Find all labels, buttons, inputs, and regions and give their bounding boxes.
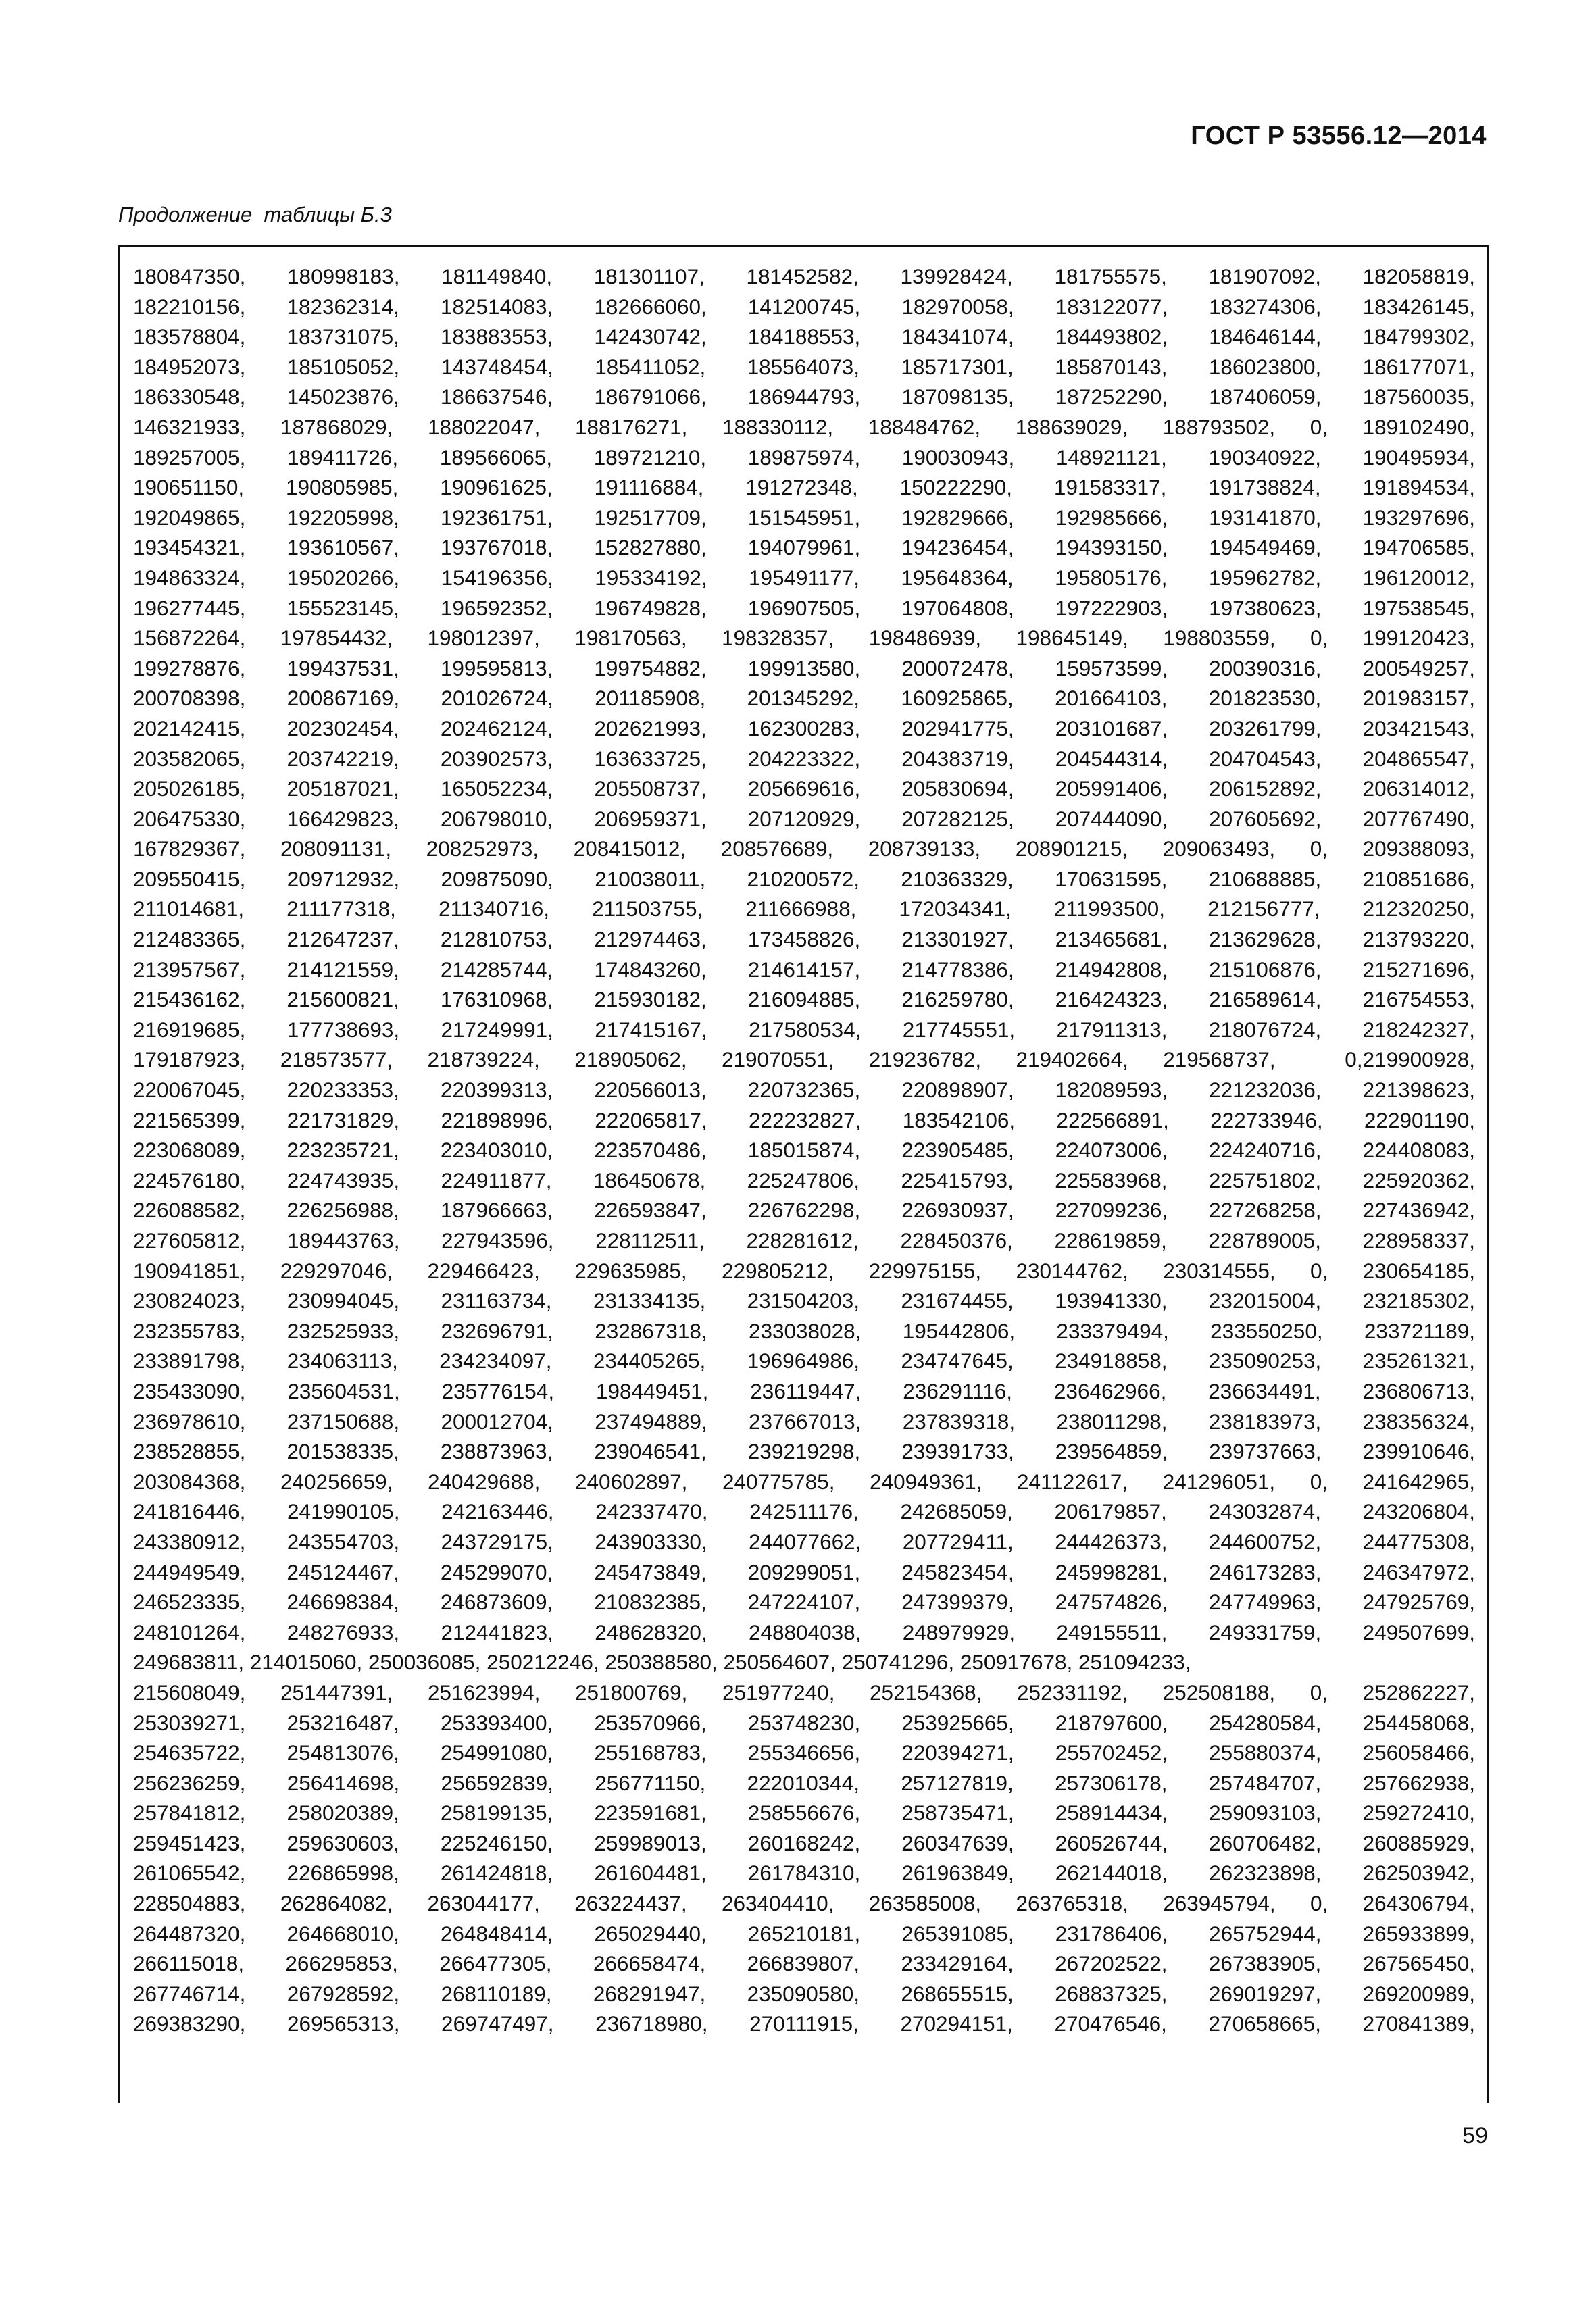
table-row: 146321933, 187868029, 188022047, 188176271, 188330112, 188484762, 188639029, 188793502, 0, 189102490,	[133, 414, 1475, 439]
table-row: 233891798, 234063113, 234234097, 234405265, 196964986, 234747645, 234918858, 235090253, 235261321,	[133, 1349, 1475, 1374]
table-row: 183578804, 183731075, 183883553, 142430742, 184188553, 184341074, 184493802, 184646144, 184799302,	[133, 324, 1475, 349]
table-row: 266115018, 266295853, 266477305, 266658474, 266839807, 233429164, 267202522, 267383905, 267565450,	[133, 1951, 1475, 1976]
standard-designation: ГОСТ Р 53556.12—2014	[1191, 122, 1487, 150]
table-row: 203084368, 240256659, 240429688, 240602897, 240775785, 240949361, 241122617, 241296051, 0, 241642965,	[133, 1469, 1475, 1494]
table-row: 182210156, 182362314, 182514083, 182666060, 141200745, 182970058, 183122077, 183274306, 183426145,	[133, 294, 1475, 319]
table-row: 241816446, 241990105, 242163446, 242337470, 242511176, 242685059, 206179857, 243032874, 243206804,	[133, 1499, 1475, 1524]
table-row: 203582065, 203742219, 203902573, 163633725, 204223322, 204383719, 204544314, 204704543, 204865547,	[133, 746, 1475, 771]
table-frame	[118, 245, 1489, 2103]
table-row: 246523335, 246698384, 246873609, 210832385, 247224107, 247399379, 247574826, 247749963, 247925769,	[133, 1590, 1475, 1615]
table-row: 248101264, 248276933, 212441823, 248628320, 248804038, 248979929, 249155511, 249331759, 249507699,	[133, 1619, 1475, 1644]
table-row: 190651150, 190805985, 190961625, 191116884, 191272348, 150222290, 191583317, 191738824, 191894534,	[133, 475, 1475, 500]
table-row: 230824023, 230994045, 231163734, 231334135, 231504203, 231674455, 193941330, 232015004, 232185302,	[133, 1288, 1475, 1313]
table-row: 215436162, 215600821, 176310968, 215930182, 216094885, 216259780, 216424323, 216589614, 216754553,	[133, 987, 1475, 1012]
table-row: 200708398, 200867169, 201026724, 201185908, 201345292, 160925865, 201664103, 201823530, 201983157,	[133, 686, 1475, 711]
table-row: 269383290, 269565313, 269747497, 236718980, 270111915, 270294151, 270476546, 270658665, 270841389,	[133, 2011, 1475, 2036]
table-row: 238528855, 201538335, 238873963, 239046541, 239219298, 239391733, 239564859, 239737663, 239910646,	[133, 1439, 1475, 1464]
table-row: 167829367, 208091131, 208252973, 208415012, 208576689, 208739133, 208901215, 209063493, 0, 209388093,	[133, 836, 1475, 861]
table-row: 264487320, 264668010, 264848414, 265029440, 265210181, 265391085, 231786406, 265752944, 265933899,	[133, 1921, 1475, 1946]
table-row: 259451423, 259630603, 225246150, 259989013, 260168242, 260347639, 260526744, 260706482, 260885929,	[133, 1830, 1475, 1855]
table-row: 243380912, 243554703, 243729175, 243903330, 244077662, 207729411, 244426373, 244600752, 244775308,	[133, 1529, 1475, 1554]
table-row: 194863324, 195020266, 154196356, 195334192, 195491177, 195648364, 195805176, 195962782, 196120012,	[133, 565, 1475, 590]
table-row: 189257005, 189411726, 189566065, 189721210, 189875974, 190030943, 148921121, 190340922, 190495934,	[133, 445, 1475, 470]
table-caption: Продолжение таблицы Б.3	[118, 203, 392, 226]
table-body	[133, 261, 1475, 2039]
table-row: 224576180, 224743935, 224911877, 186450678, 225247806, 225415793, 225583968, 225751802, 225920362,	[133, 1167, 1475, 1192]
table-row: 190941851, 229297046, 229466423, 229635985, 229805212, 229975155, 230144762, 230314555, 0, 230654185,	[133, 1258, 1475, 1283]
table-row: 212483365, 212647237, 212810753, 212974463, 173458826, 213301927, 213465681, 213629628, 213793220,	[133, 927, 1475, 952]
table-row: 220067045, 220233353, 220399313, 220566013, 220732365, 220898907, 182089593, 221232036, 221398623,	[133, 1078, 1475, 1103]
table-row: 232355783, 232525933, 232696791, 232867318, 233038028, 195442806, 233379494, 233550250, 233721189,	[133, 1318, 1475, 1343]
page-number: 59	[1462, 2123, 1488, 2148]
table-row: 235433090, 235604531, 235776154, 198449451, 236119447, 236291116, 236462966, 236634491, 236806713,	[133, 1378, 1475, 1403]
table-row: 256236259, 256414698, 256592839, 256771150, 222010344, 257127819, 257306178, 257484707, 257662938,	[133, 1770, 1475, 1795]
table-row: 257841812, 258020389, 258199135, 223591681, 258556676, 258735471, 258914434, 259093103, 259272410,	[133, 1801, 1475, 1826]
table-row: 213957567, 214121559, 214285744, 174843260, 214614157, 214778386, 214942808, 215106876, 215271696,	[133, 957, 1475, 982]
table-row: 184952073, 185105052, 143748454, 185411052, 185564073, 185717301, 185870143, 186023800, 186177071,	[133, 354, 1475, 379]
table-row: 196277445, 155523145, 196592352, 196749828, 196907505, 197064808, 197222903, 197380623, 197538545,	[133, 595, 1475, 620]
table-row: 205026185, 205187021, 165052234, 205508737, 205669616, 205830694, 205991406, 206152892, 206314012,	[133, 776, 1475, 801]
table-row: 221565399, 221731829, 221898996, 222065817, 222232827, 183542106, 222566891, 222733946, 222901190,	[133, 1107, 1475, 1132]
table-row: 249683811, 214015060, 250036085, 250212246, 250388580, 250564607, 250741296, 250917678, 251094233,	[133, 1650, 1191, 1675]
table-row: 215608049, 251447391, 251623994, 251800769, 251977240, 252154368, 252331192, 252508188, 0, 252862227,	[133, 1680, 1475, 1705]
table-row: 156872264, 197854432, 198012397, 198170563, 198328357, 198486939, 198645149, 198803559, 0, 199120423,	[133, 626, 1475, 651]
table-row: 236978610, 237150688, 200012704, 237494889, 237667013, 237839318, 238011298, 238183973, 238356324,	[133, 1409, 1475, 1434]
table-row: 223068089, 223235721, 223403010, 223570486, 185015874, 223905485, 224073006, 224240716, 224408083,	[133, 1138, 1475, 1163]
table-row: 216919685, 177738693, 217249991, 217415167, 217580534, 217745551, 217911313, 218076724, 218242327,	[133, 1017, 1475, 1042]
table-row: 209550415, 209712932, 209875090, 210038011, 210200572, 210363329, 170631595, 210688885, 210851686,	[133, 866, 1475, 891]
table-row: 261065542, 226865998, 261424818, 261604481, 261784310, 261963849, 262144018, 262323898, 262503942,	[133, 1861, 1475, 1886]
table-row: 180847350, 180998183, 181149840, 181301107, 181452582, 139928424, 181755575, 181907092, 182058819,	[133, 264, 1475, 288]
table-row: 186330548, 145023876, 186637546, 186791066, 186944793, 187098135, 187252290, 187406059, 187560035,	[133, 384, 1475, 409]
table-row: 244949549, 245124467, 245299070, 245473849, 209299051, 245823454, 245998281, 246173283, 246347972,	[133, 1559, 1475, 1584]
table-row: 202142415, 202302454, 202462124, 202621993, 162300283, 202941775, 203101687, 203261799, 203421543,	[133, 715, 1475, 740]
table-row: 179187923, 218573577, 218739224, 218905062, 219070551, 219236782, 219402664, 219568737, 0,219900928,	[133, 1047, 1475, 1072]
table-row: 199278876, 199437531, 199595813, 199754882, 199913580, 200072478, 159573599, 200390316, 200549257,	[133, 655, 1475, 680]
table-row: 253039271, 253216487, 253393400, 253570966, 253748230, 253925665, 218797600, 254280584, 254458068,	[133, 1710, 1475, 1735]
table-row: 211014681, 211177318, 211340716, 211503755, 211666988, 172034341, 211993500, 212156777, 212320250,	[133, 897, 1475, 922]
table-row: 226088582, 226256988, 187966663, 226593847, 226762298, 226930937, 227099236, 227268258, 227436942,	[133, 1198, 1475, 1223]
table-row: 193454321, 193610567, 193767018, 152827880, 194079961, 194236454, 194393150, 194549469, 194706585,	[133, 535, 1475, 560]
table-row: 267746714, 267928592, 268110189, 268291947, 235090580, 268655515, 268837325, 269019297, 269200989,	[133, 1981, 1475, 2006]
table-row: 228504883, 262864082, 263044177, 263224437, 263404410, 263585008, 263765318, 263945794, 0, 264306794,	[133, 1891, 1475, 1916]
table-row: 227605812, 189443763, 227943596, 228112511, 228281612, 228450376, 228619859, 228789005, 228958337,	[133, 1228, 1475, 1253]
table-row: 254635722, 254813076, 254991080, 255168783, 255346656, 220394271, 255702452, 255880374, 256058466,	[133, 1740, 1475, 1765]
table-row: 206475330, 166429823, 206798010, 206959371, 207120929, 207282125, 207444090, 207605692, 207767490,	[133, 806, 1475, 831]
table-row: 192049865, 192205998, 192361751, 192517709, 151545951, 192829666, 192985666, 193141870, 193297696,	[133, 505, 1475, 530]
